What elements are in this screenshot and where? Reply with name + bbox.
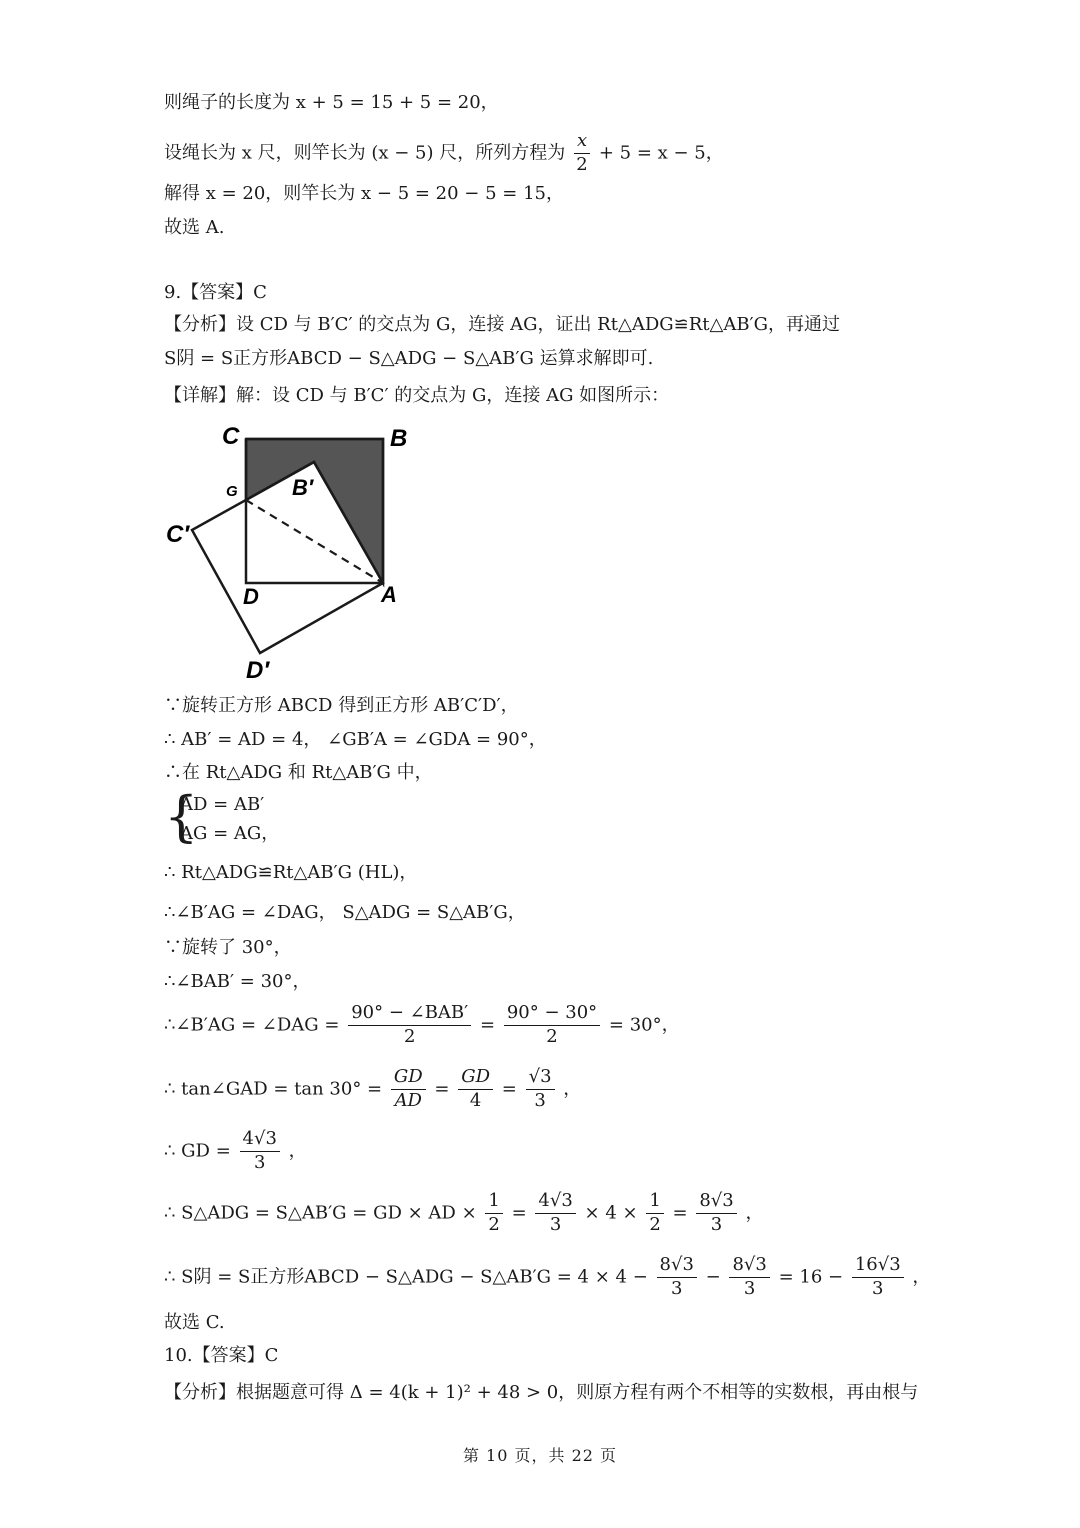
line-text: × 4 × (584, 1202, 638, 1224)
step-line (180, 825, 279, 843)
line-text: ， (912, 1266, 931, 1288)
numerator: 90° − 30° (504, 1004, 600, 1026)
line-text: = (479, 1014, 496, 1036)
line-text: 设绳长为 x 尺，则竿长为 (x − 5) 尺，所列方程为 (164, 142, 566, 164)
numerator: 8√3 (696, 1192, 736, 1214)
step-line: AD = AB′ (180, 794, 265, 815)
answer-heading: 9.【答案】C (164, 282, 267, 303)
label-g: G (226, 483, 238, 500)
step-line (164, 1130, 307, 1173)
fraction (729, 1256, 769, 1299)
denominator: 3 (710, 1213, 723, 1235)
line-text: ∴ GD = (164, 1140, 231, 1162)
fraction (574, 132, 590, 175)
numerator: 8√3 (657, 1256, 697, 1278)
page-footer: 第 10 页，共 22 页 (462, 1446, 618, 1465)
line-text: = (434, 1078, 450, 1100)
fraction (504, 1004, 600, 1047)
denominator: 3 (872, 1277, 884, 1299)
line-text: ∴ S阴 = S正方形ABCD − S△ADG − S△AB′G = 4 × 4 − (164, 1266, 648, 1288)
step-line (164, 1068, 581, 1111)
line-text: ， (288, 1140, 307, 1162)
step-line: ∴∠B′AG = ∠DAG， S△ADG = S△AB′G， (164, 902, 526, 923)
step-line: ∵旋转了 30°， (164, 937, 292, 958)
denominator: 3 (549, 1213, 562, 1235)
label-a: A (381, 582, 397, 607)
fraction (646, 1192, 663, 1235)
answer-heading: 10.【答案】C (164, 1345, 279, 1366)
numerator: 1 (485, 1192, 502, 1214)
line-text: − (705, 1266, 721, 1288)
fraction (526, 1068, 555, 1111)
step-line: ∴∠BAB′ = 30°， (164, 971, 311, 992)
numerator: √3 (526, 1068, 555, 1090)
denominator: AD (394, 1089, 422, 1111)
solution-line: 则绳子的长度为 x + 5 = 15 + 5 = 20， (164, 92, 499, 113)
line-text: ， (563, 1078, 582, 1100)
label-c-prime: C′ (166, 521, 190, 548)
label-d-prime: D′ (246, 657, 270, 684)
label-b: B (390, 425, 408, 452)
step-line: ∴ Rt△ADG≌Rt△AB′G (HL)， (164, 862, 418, 883)
denominator: 3 (743, 1277, 756, 1299)
solution-line: 解得 x = 20，则竿长为 x − 5 = 20 − 5 = 15， (164, 183, 564, 204)
numerator: 16√3 (852, 1256, 904, 1278)
label-b-prime: B′ (292, 475, 314, 500)
numerator: 4√3 (535, 1192, 575, 1214)
fraction (535, 1192, 575, 1235)
step-line (164, 1192, 763, 1235)
denominator: 2 (576, 153, 588, 175)
analysis-line: 【分析】设 CD 与 B′C′ 的交点为 G，连接 AG，证出 Rt△ADG≌Rt△AB′G，再通过 (164, 314, 841, 335)
step-line: ∵旋转正方形 ABCD 得到正方形 AB′C′D′， (164, 695, 519, 716)
numerator: 90° − ∠BAB′ (348, 1004, 471, 1026)
denominator: 3 (534, 1089, 546, 1111)
numerator: GD (391, 1068, 426, 1090)
line-text: ∴∠B′AG = ∠DAG = (164, 1014, 340, 1036)
fraction (348, 1004, 471, 1047)
line-text: ， (261, 823, 280, 844)
line-text: = (501, 1078, 517, 1100)
denominator: 3 (253, 1151, 266, 1173)
label-c: C (222, 423, 240, 450)
numerator: 1 (646, 1192, 663, 1214)
fraction (458, 1068, 493, 1111)
denominator: 3 (670, 1277, 683, 1299)
numerator: 4√3 (240, 1130, 280, 1152)
numerator: 8√3 (729, 1256, 769, 1278)
fraction (240, 1130, 280, 1173)
numerator: x (574, 132, 590, 154)
line-text: = (511, 1202, 527, 1224)
step-line (164, 1004, 680, 1047)
system-brace: { (164, 785, 199, 848)
solution-line: 故选 A. (164, 217, 225, 238)
line-text: ， (745, 1202, 764, 1224)
denominator: 2 (546, 1025, 558, 1047)
step-line: ∴ AB′ = AD = 4， ∠GB′A = ∠GDA = 90°， (164, 729, 547, 750)
line-text: = 16 − (778, 1266, 844, 1288)
denominator: 2 (488, 1213, 500, 1235)
analysis-line: 【分析】根据题意可得 Δ = 4(k + 1)² + 48 > 0，则原方程有两个不相等的实数根，再由根与 (164, 1382, 919, 1403)
denominator: 2 (403, 1025, 416, 1047)
geometry-figure (160, 420, 440, 690)
step-line: ∴在 Rt△ADG 和 Rt△AB′G 中， (164, 762, 433, 783)
analysis-line: S阴 = S正方形ABCD − S△ADG − S△AB′G 运算求解即可. (164, 348, 654, 369)
fraction (657, 1256, 697, 1299)
fraction (485, 1192, 502, 1235)
line-text: = 30°， (608, 1014, 680, 1036)
fraction (696, 1192, 736, 1235)
solution-line (164, 132, 724, 175)
line-text: = (672, 1202, 688, 1224)
line-text: ∴ S△ADG = S△AB′G = GD × AD × (164, 1202, 477, 1224)
line-text: ∴ tan∠GAD = tan 30° = (164, 1078, 383, 1100)
numerator: GD (458, 1068, 493, 1090)
step-line (164, 1256, 930, 1299)
label-d: D (243, 584, 259, 609)
denominator: 4 (469, 1089, 482, 1111)
line-text: + 5 = x − 5， (598, 142, 724, 164)
fraction (852, 1256, 904, 1299)
line-text: AG = AG (180, 823, 262, 844)
fraction (391, 1068, 426, 1111)
denominator: 2 (649, 1213, 661, 1235)
detail-line: 【详解】解：设 CD 与 B′C′ 的交点为 G，连接 AG 如图所示： (164, 385, 670, 406)
step-line: 故选 C. (164, 1312, 225, 1333)
